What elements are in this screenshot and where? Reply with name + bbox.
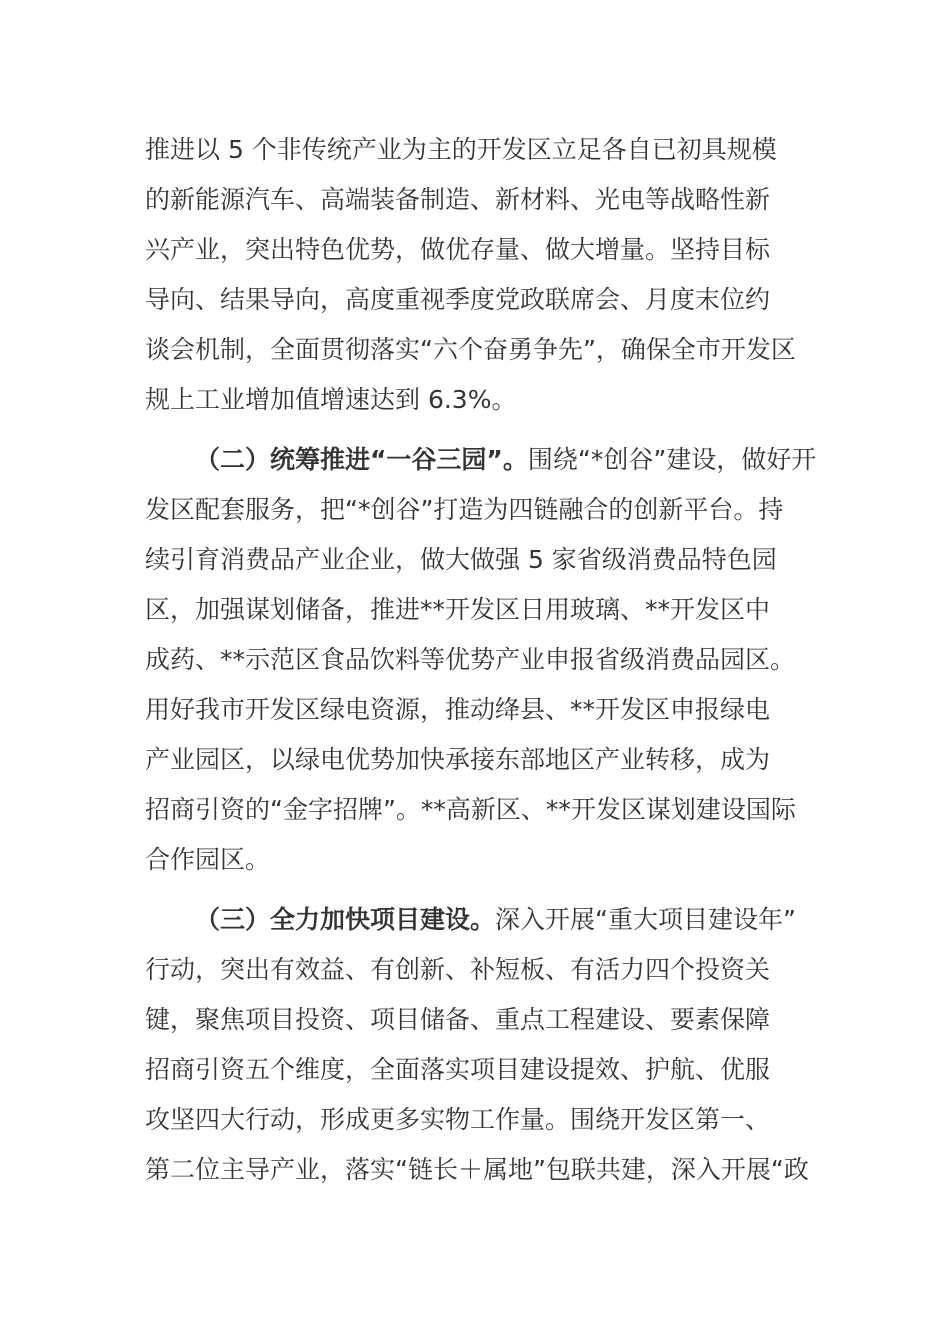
paragraph-2-heading: （二）统筹推进“一谷三园”。 (195, 445, 528, 474)
paragraph-1-line-3: 兴产业，突出特色优势，做优存量、做大增量。坚持目标 (145, 235, 771, 264)
paragraph-3-heading: （三）全力加快项目建设。 (195, 905, 496, 934)
paragraph-3-line-1 (195, 905, 796, 935)
paragraph-2-line-9: 合作园区。 (145, 845, 271, 874)
paragraph-2-line-8: 招商引资的“金字招牌”。**高新区、**开发区谋划建设国际 (145, 795, 796, 824)
paragraph-2-line-7: 产业园区，以绿电优势加快承接东部地区产业转移，成为 (145, 745, 771, 774)
paragraph-3-line-4: 招商引资五个维度，全面落实项目建设提效、护航、优服 (145, 1055, 771, 1084)
paragraph-3-line-3: 键，聚焦项目投资、项目储备、重点工程建设、要素保障 (145, 1005, 771, 1034)
paragraph-3-line-2: 行动，突出有效益、有创新、补短板、有活力四个投资关 (145, 955, 771, 984)
paragraph-1-line-5: 谈会机制，全面贯彻落实“六个奋勇争先”，确保全市开发区 (145, 335, 796, 364)
paragraph-2-line-6: 用好我市开发区绿电资源，推动绛县、**开发区申报绿电 (145, 695, 771, 724)
paragraph-2-line-1 (195, 445, 816, 475)
paragraph-3-first-line-text: 深入开展“重大项目建设年” (495, 905, 796, 934)
paragraph-2-line-2: 发区配套服务，把“*创谷”打造为四链融合的创新平台。持 (145, 495, 784, 524)
paragraph-1-line-4: 导向、结果导向，高度重视季度党政联席会、月度末位约 (145, 285, 771, 314)
paragraph-2-line-4: 区，加强谋划储备，推进**开发区日用玻璃、**开发区中 (145, 595, 771, 624)
paragraph-1-line-1: 推进以 5 个非传统产业为主的开发区立足各自已初具规模 (145, 135, 777, 164)
paragraph-1-line-2: 的新能源汽车、高端装备制造、新材料、光电等战略性新 (145, 185, 771, 214)
paragraph-2-first-line-text: 围绕“*创谷”建设，做好开 (527, 445, 817, 474)
paragraph-2-line-5: 成药、**示范区食品饮料等优势产业申报省级消费品园区。 (145, 645, 796, 674)
paragraph-3-line-5: 攻坚四大行动，形成更多实物工作量。围绕开发区第一、 (145, 1105, 771, 1134)
paragraph-1-line-6: 规上工业增加值增速达到 6.3%。 (145, 385, 517, 414)
paragraph-3-line-6: 第二位主导产业，落实“链长＋属地”包联共建，深入开展“政 (145, 1155, 809, 1184)
paragraph-2-line-3: 续引育消费品产业企业，做大做强 5 家省级消费品特色园 (145, 545, 777, 574)
